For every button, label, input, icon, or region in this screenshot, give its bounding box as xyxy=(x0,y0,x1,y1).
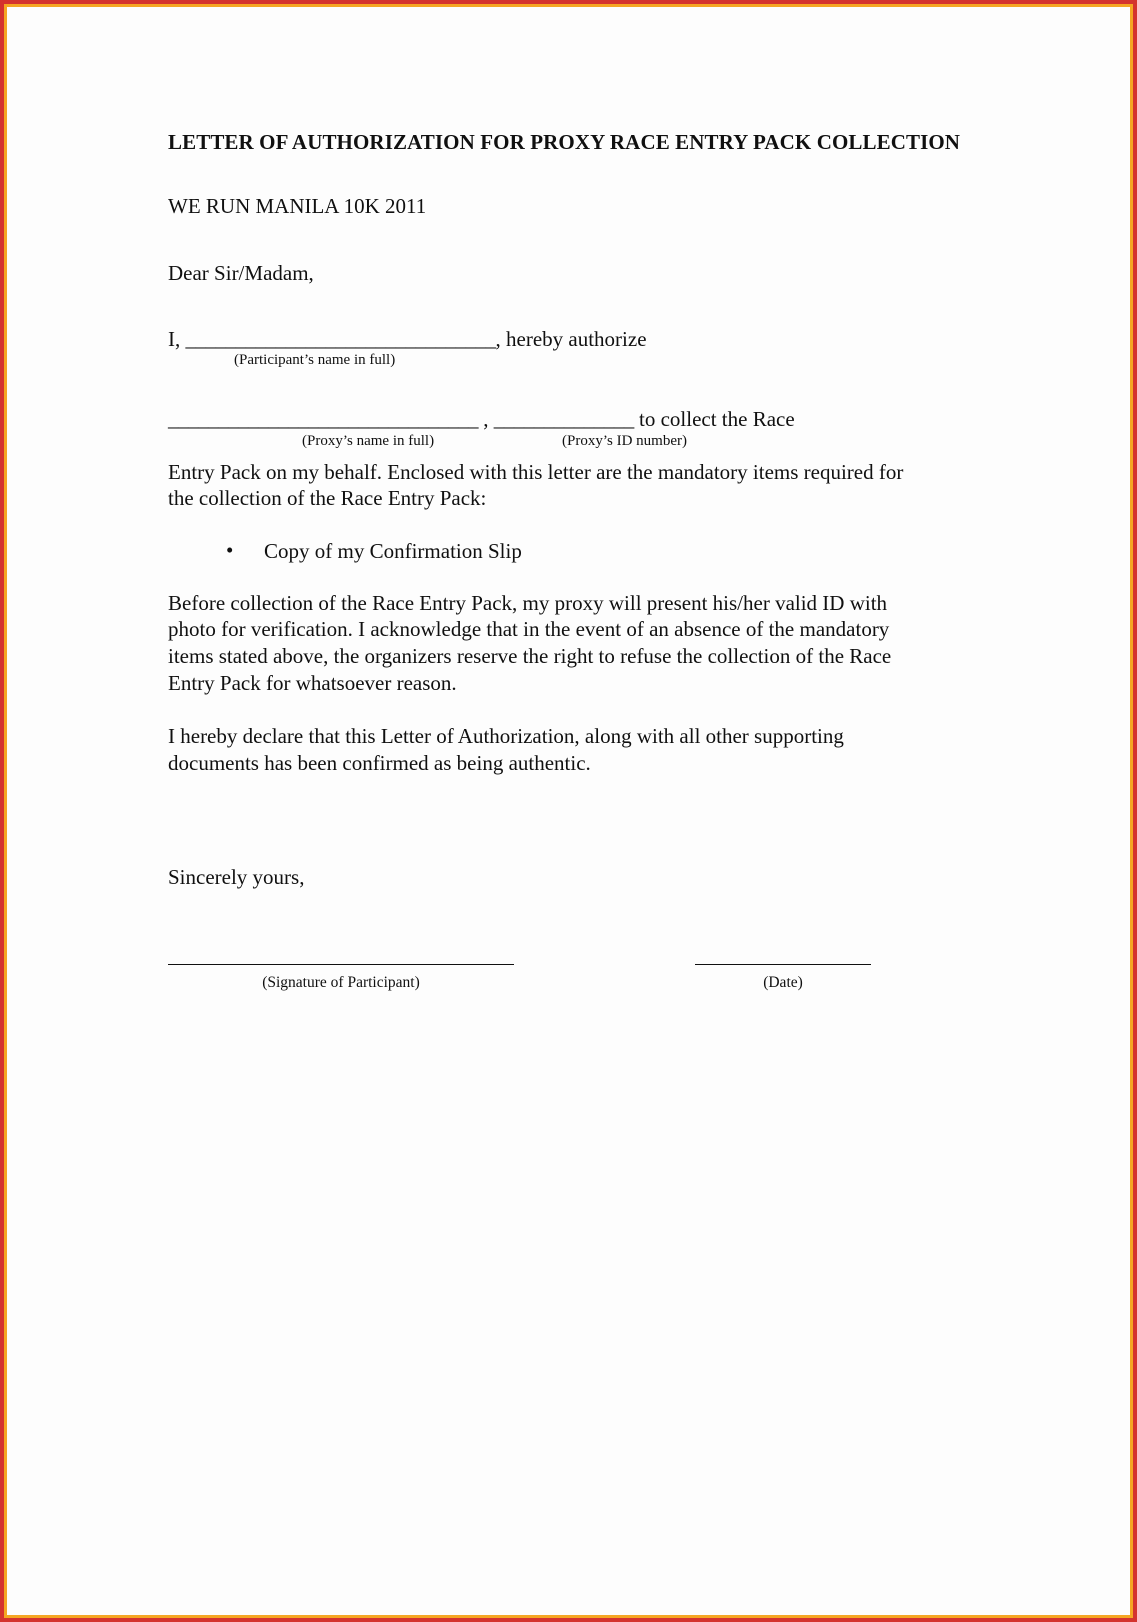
participant-name-caption: (Participant’s name in full) xyxy=(234,352,396,369)
proxy-id-blank[interactable]: ______________ xyxy=(493,407,634,432)
proxy-id-caption: (Proxy’s ID number) xyxy=(562,432,687,449)
proxy-separator: , xyxy=(478,407,494,432)
authorize-suffix: , hereby authorize xyxy=(495,327,647,351)
participant-caption-row xyxy=(168,352,928,378)
proxy-line xyxy=(168,406,928,432)
spacer xyxy=(168,378,928,406)
signature-line-participant[interactable] xyxy=(168,964,514,965)
paragraph-before-collection: Before collection of the Race Entry Pack, my proxy will present his/her valid ID with photo for verification. I acknowledge that in the event of an absence of the mandatory items stated above, the organizers reserve the right to refuse the collection of the Race Entry Pack for whatsoever reason. xyxy=(168,590,892,696)
signature-area xyxy=(168,964,928,1040)
proxy-caption-row xyxy=(168,433,928,459)
paragraph-declaration: I hereby declare that this Letter of Authorization, along with all other supporting documents has been confirmed as being authentic. xyxy=(168,724,844,775)
proxy-name-caption: (Proxy’s name in full) xyxy=(302,432,435,449)
signature-caption-date: (Date) xyxy=(763,973,803,991)
mandatory-items-list xyxy=(168,538,928,565)
authorization-line xyxy=(168,326,928,352)
proxy-name-blank[interactable]: _______________________________ xyxy=(168,407,478,432)
salutation: Dear Sir/Madam, xyxy=(168,261,314,285)
signature-caption-participant: (Signature of Participant) xyxy=(262,973,420,991)
signature-line-date[interactable] xyxy=(695,964,871,965)
page-title: LETTER OF AUTHORIZATION FOR PROXY RACE ENTRY PACK COLLECTION xyxy=(168,130,961,154)
paragraph-entry-pack: Entry Pack on my behalf. Enclosed with this letter are the mandatory items required for the collection of the Race Entry Pack: xyxy=(168,459,904,511)
event-subtitle: WE RUN MANILA 10K 2011 xyxy=(168,194,427,218)
closing-salutation: Sincerely yours, xyxy=(168,864,305,889)
participant-name-blank[interactable]: _______________________________ xyxy=(185,327,496,351)
proxy-suffix: to collect the Race xyxy=(633,407,795,432)
list-item: • Copy of my Confirmation Slip xyxy=(168,538,928,565)
authorize-prefix: I, xyxy=(168,327,186,351)
document-content xyxy=(168,130,961,1040)
